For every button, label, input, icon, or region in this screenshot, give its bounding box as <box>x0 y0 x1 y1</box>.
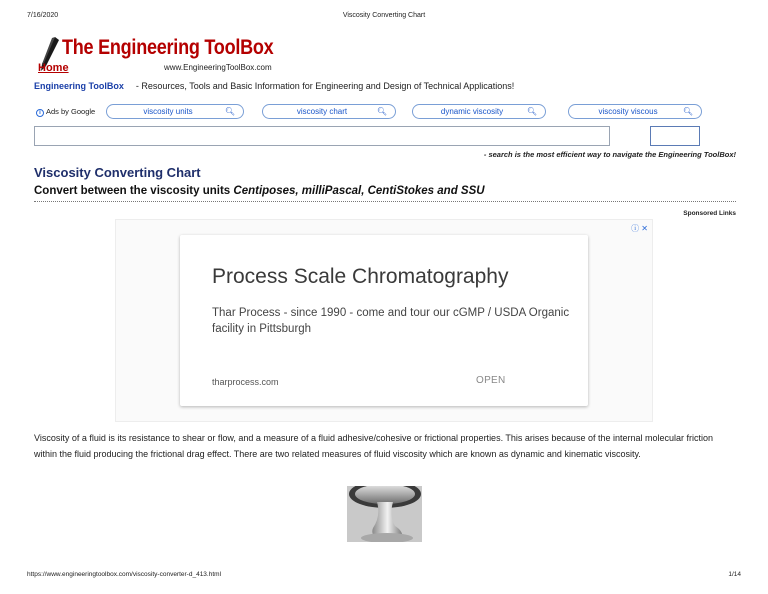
ad-pill-viscosity-units[interactable] <box>106 104 244 119</box>
ad-pill-dynamic-viscosity[interactable] <box>412 104 546 119</box>
adchoices-icon[interactable]: ⓘ ✕ <box>631 224 648 233</box>
ad-pill-label: viscosity chart <box>296 107 348 116</box>
ad-url[interactable]: tharprocess.com <box>212 377 279 387</box>
ad-pill-viscosity-chart[interactable] <box>262 104 396 119</box>
tagline <box>34 81 514 91</box>
logo-site-url: www.EngineeringToolBox.com <box>164 63 272 72</box>
page-subtitle <box>34 185 485 197</box>
ad-headline[interactable]: Process Scale Chromatography <box>212 265 509 288</box>
ad-pill-label: viscosity units <box>143 107 193 116</box>
print-url: https://www.engineeringtoolbox.com/viscosity-converter-d_413.html <box>27 571 222 578</box>
ad-pill-viscosity-viscous[interactable] <box>568 104 702 119</box>
page-number: 1/14 <box>728 571 741 578</box>
viscous-fluid-illustration <box>347 486 422 542</box>
search-note: - search is the most efficient way to navigate the Engineering ToolBox! <box>483 150 736 159</box>
engineering-toolbox-link[interactable]: Engineering ToolBox <box>34 81 124 91</box>
print-date: 7/16/2020 <box>27 12 59 19</box>
ad-description: Thar Process - since 1990 - come and tour our cGMP / USDA Organic facility in Pittsburgh <box>212 307 570 335</box>
search-icon: 🔍︎ <box>526 107 537 116</box>
tagline-text: - Resources, Tools and Basic Information for Engineering and Design of Technical Applications! <box>135 81 515 91</box>
print-footer <box>0 571 768 583</box>
search-icon: 🔍︎ <box>682 107 693 116</box>
subtitle-prefix: Convert between the viscosity units <box>34 185 234 197</box>
ads-by-google-bar <box>36 104 736 120</box>
search-button[interactable] <box>650 126 700 146</box>
home-link[interactable]: Home <box>38 62 69 74</box>
divider <box>34 201 736 202</box>
site-logo[interactable] <box>34 34 334 78</box>
search-input[interactable] <box>34 126 610 146</box>
ad-card[interactable] <box>180 235 588 406</box>
subtitle-units: Centiposes, milliPascal, CentiStokes and SSU <box>233 185 485 197</box>
logo-text: The Engineering ToolBox <box>62 36 274 59</box>
intro-paragraph: Viscosity of a fluid is its resistance to shear or flow, and a measure of a fluid adhesive/cohesive or frictional properties. This arises because of the internal molecular friction within the fluid producing the frictional drag effect. There are two related measures of fluid viscosity which are known as dynamic and kinematic viscosity. <box>34 433 714 459</box>
page-title: Viscosity Converting Chart <box>34 165 201 180</box>
search-icon: 🔍︎ <box>376 107 387 116</box>
sponsored-links-label: Sponsored Links <box>683 210 736 217</box>
ad-pill-label: viscosity viscous <box>598 107 658 116</box>
print-header <box>0 12 768 24</box>
ad-open-button[interactable]: OPEN <box>476 375 506 386</box>
info-icon: i <box>36 109 44 117</box>
ads-label-text: Ads by Google <box>46 107 96 116</box>
search-icon: 🔍︎ <box>224 107 235 116</box>
ad-pill-label: dynamic viscosity <box>440 107 504 116</box>
print-title: Viscosity Converting Chart <box>342 12 426 19</box>
viscous-fluid-image <box>347 486 422 542</box>
ads-label[interactable] <box>36 107 95 117</box>
